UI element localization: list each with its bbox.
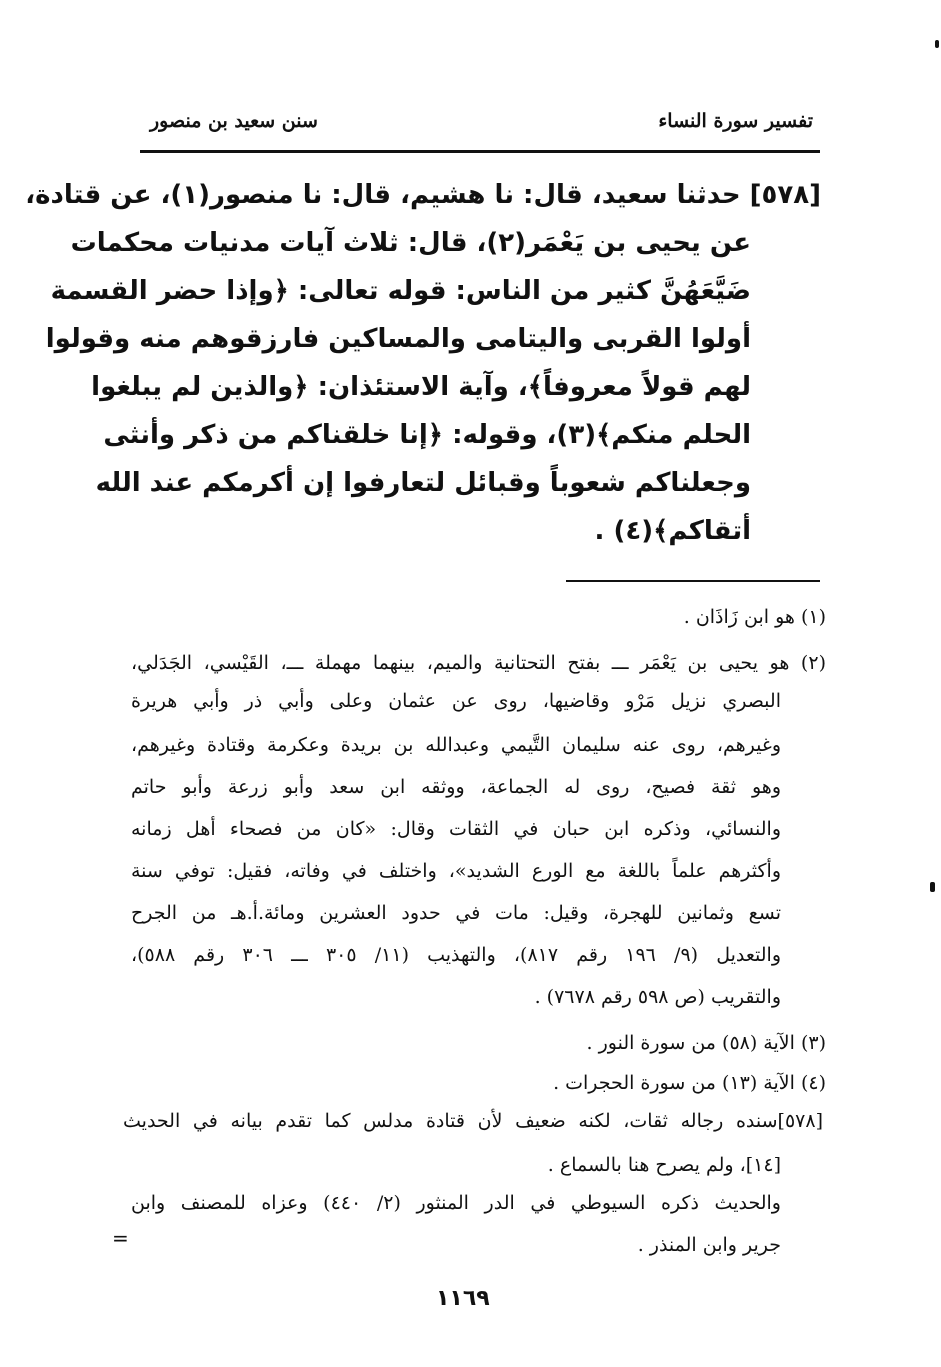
footnote-line: والتعديل (٩/ ١٩٦ رقم ٨١٧)، والتهذيب (١١/ ٣٠٥ ـــ ٣٠٦ رقم ٥٨٨)،	[131, 944, 781, 966]
footnote-line: (٢) هو يحيى بن يَعْمَر ـــ بفتح التحتانية والميم، بينهما مهملة ـــ، القَيْسي، الجَدَلي،	[131, 652, 826, 674]
margin-speck	[935, 40, 939, 48]
footnote-line: [٥٧٨]سنده رجاله ثقات، لكنه ضعيف لأن قتادة مدلس كما تقدم بيانه في الحديث	[123, 1110, 823, 1132]
footnote-line: (٣) الآية (٥٨) من سورة النور .	[586, 1032, 826, 1054]
footnote-divider	[566, 580, 820, 582]
footnote-line: البصري نزيل مَرْو وقاضيها، روى عن عثمان وعلى وأبي ذر وأبي هريرة	[131, 690, 781, 712]
footnote-line: جرير وابن المنذر .	[637, 1234, 781, 1256]
hadith-line: عن يحيى بن يَعْمَر(٢)، قال: ثلاث آيات مدنيات محكمات	[70, 228, 751, 258]
running-header-book: سنن سعيد بن منصور	[150, 110, 318, 132]
footnote-line: تسع وثمانين للهجرة، وقيل: مات في حدود العشرين ومائة.أ.هـ من الجرح	[131, 902, 781, 924]
page-number: ١١٦٩	[436, 1286, 490, 1311]
hadith-line: أولوا القربى واليتامى والمساكين فارزقوهم منه وقولوا	[45, 324, 751, 354]
footnote-line: (١) هو ابن زَاذَان .	[683, 606, 826, 628]
hadith-line: [٥٧٨] حدثنا سعيد، قال: نا هشيم، قال: نا منصور(١)، عن قتادة،	[25, 180, 821, 210]
footnote-line: وهو ثقة فصيح، روى له الجماعة، ووثقه ابن سعد وأبو زرعة وأبو حاتم	[131, 776, 781, 798]
footnote-line: وغيرهم، روى عنه سليمان التَّيمي وعبدالله بن بريدة وعكرمة وقتادة وغيرهم،	[131, 734, 781, 756]
header-divider	[140, 150, 820, 153]
footnote-line: والتقريب (ص ٥٩٨ رقم ٧٦٧٨) .	[534, 986, 781, 1008]
footnote-line: (٤) الآية (١٣) من سورة الحجرات .	[553, 1072, 826, 1094]
footnote-line: والنسائي، وذكره ابن حبان في الثقات وقال: «كان من فصحاء أهل زمانه	[131, 818, 781, 840]
footnote-line: والحديث ذكره السيوطي في الدر المنثور (٢/ ٤٤٠) وعزاه للمصنف وابن	[131, 1192, 781, 1214]
footnote-line: وأكثرهم علماً باللغة مع الورع الشديد»، واختلف في وفاته، فقيل: توفي سنة	[131, 860, 781, 882]
hadith-line: لهم قولاً معروفاً﴾، وآية الاستئذان: ﴿والذين لم يبلغوا	[91, 372, 751, 402]
running-header-surah: تفسير سورة النساء	[658, 110, 813, 132]
footnote-line: [١٤]، ولم يصرح هنا بالسماع .	[547, 1154, 781, 1176]
hadith-line: وجعلناكم شعوباً وقبائل لتعارفوا إن أكرمكم عند الله	[95, 468, 751, 498]
hadith-line: أتقاكم﴾(٤) .	[594, 516, 751, 546]
hadith-line: ضَيَّعَهُنَّ كثير من الناس: قوله تعالى: ﴿وإذا حضر القسمة	[50, 276, 751, 306]
hadith-line: الحلم منكم﴾(٣)، وقوله: ﴿إنا خلقناكم من ذكر وأنثى	[103, 420, 751, 450]
margin-speck	[930, 882, 935, 892]
continuation-mark: =	[112, 1226, 129, 1250]
